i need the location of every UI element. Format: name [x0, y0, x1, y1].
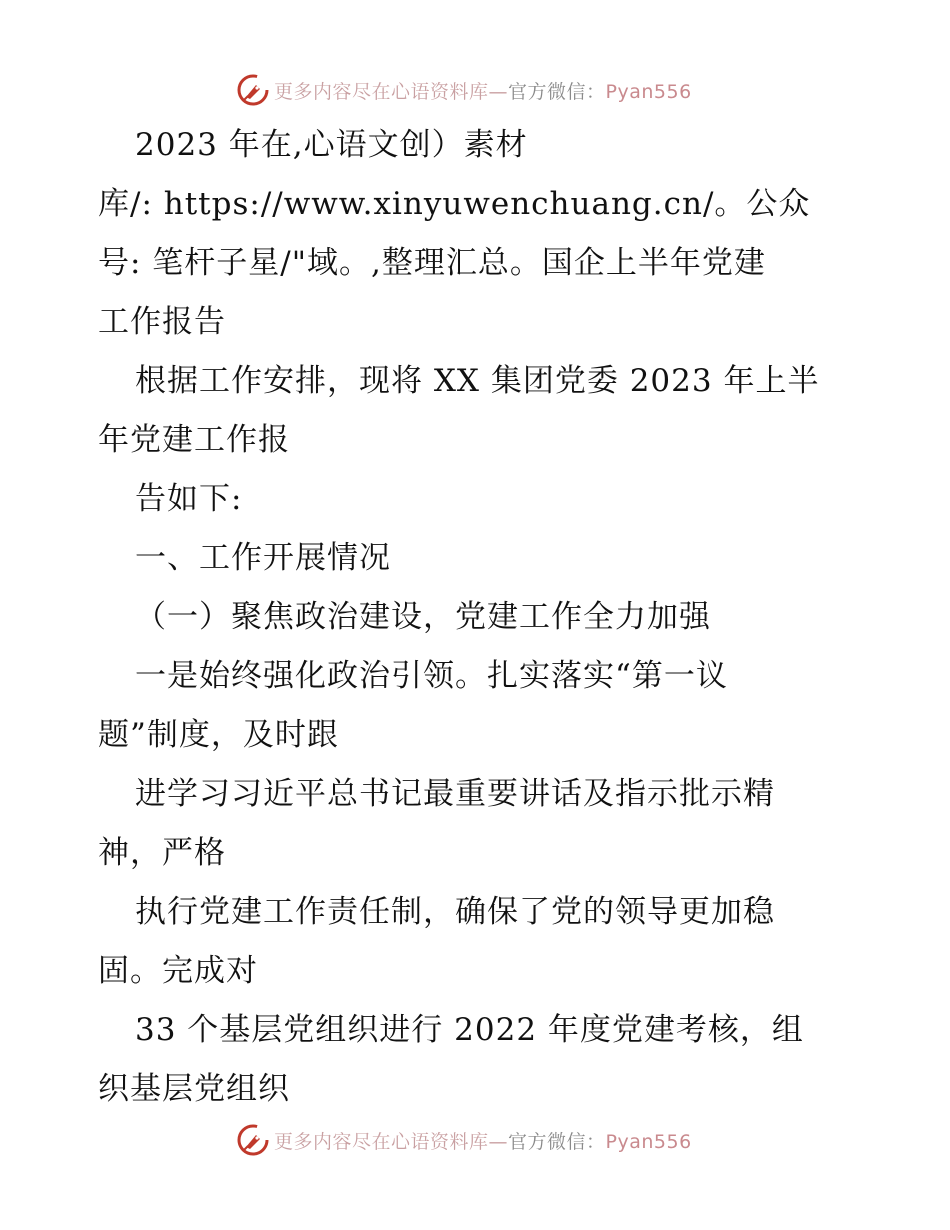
document-body [98, 116, 858, 1119]
text-line: 织基层党组织 [98, 1071, 290, 1107]
banner-text: 更多内容尽在心语资料库—官方微信：Pyan556 [274, 1130, 692, 1153]
text-line: 号: 笔杆子星/"域。,整理汇总。国企上半年党建 [98, 245, 766, 281]
text-line: 库/: https://www.xinyuwenchuang.cn/。公众 [98, 186, 811, 222]
text-line: 执行党建工作责任制，确保了党的领导更加稳 [135, 894, 775, 930]
text-line: 33 个基层党组织进行 2022 年度党建考核，组 [135, 1012, 804, 1048]
pen-nib-seal-icon [236, 1123, 270, 1157]
text-line: 工作报告 [98, 304, 226, 340]
text-line: 2023 年在,心语文创）素材 [135, 127, 528, 163]
banner-text: 更多内容尽在心语资料库—官方微信：Pyan556 [274, 80, 692, 103]
section-heading: 一、工作开展情况 [135, 540, 391, 576]
text-line: 进学习习近平总书记最重要讲话及指示批示精 [135, 776, 775, 812]
header-watermark-banner [236, 72, 692, 108]
text-line: 神，严格 [98, 835, 226, 871]
text-line: 题”制度，及时跟 [98, 717, 339, 753]
footer-watermark-banner [236, 1122, 692, 1158]
text-line: 告如下: [135, 481, 243, 517]
text-line: 一是始终强化政治引领。扎实落实“第一议 [135, 658, 728, 694]
text-line: 年党建工作报 [98, 422, 290, 458]
text-line: 固。完成对 [98, 953, 258, 989]
pen-nib-seal-icon [236, 73, 270, 107]
subsection-heading: （一）聚焦政治建设，党建工作全力加强 [135, 599, 711, 635]
text-line: 根据工作安排，现将 XX 集团党委 2023 年上半 [135, 363, 820, 399]
